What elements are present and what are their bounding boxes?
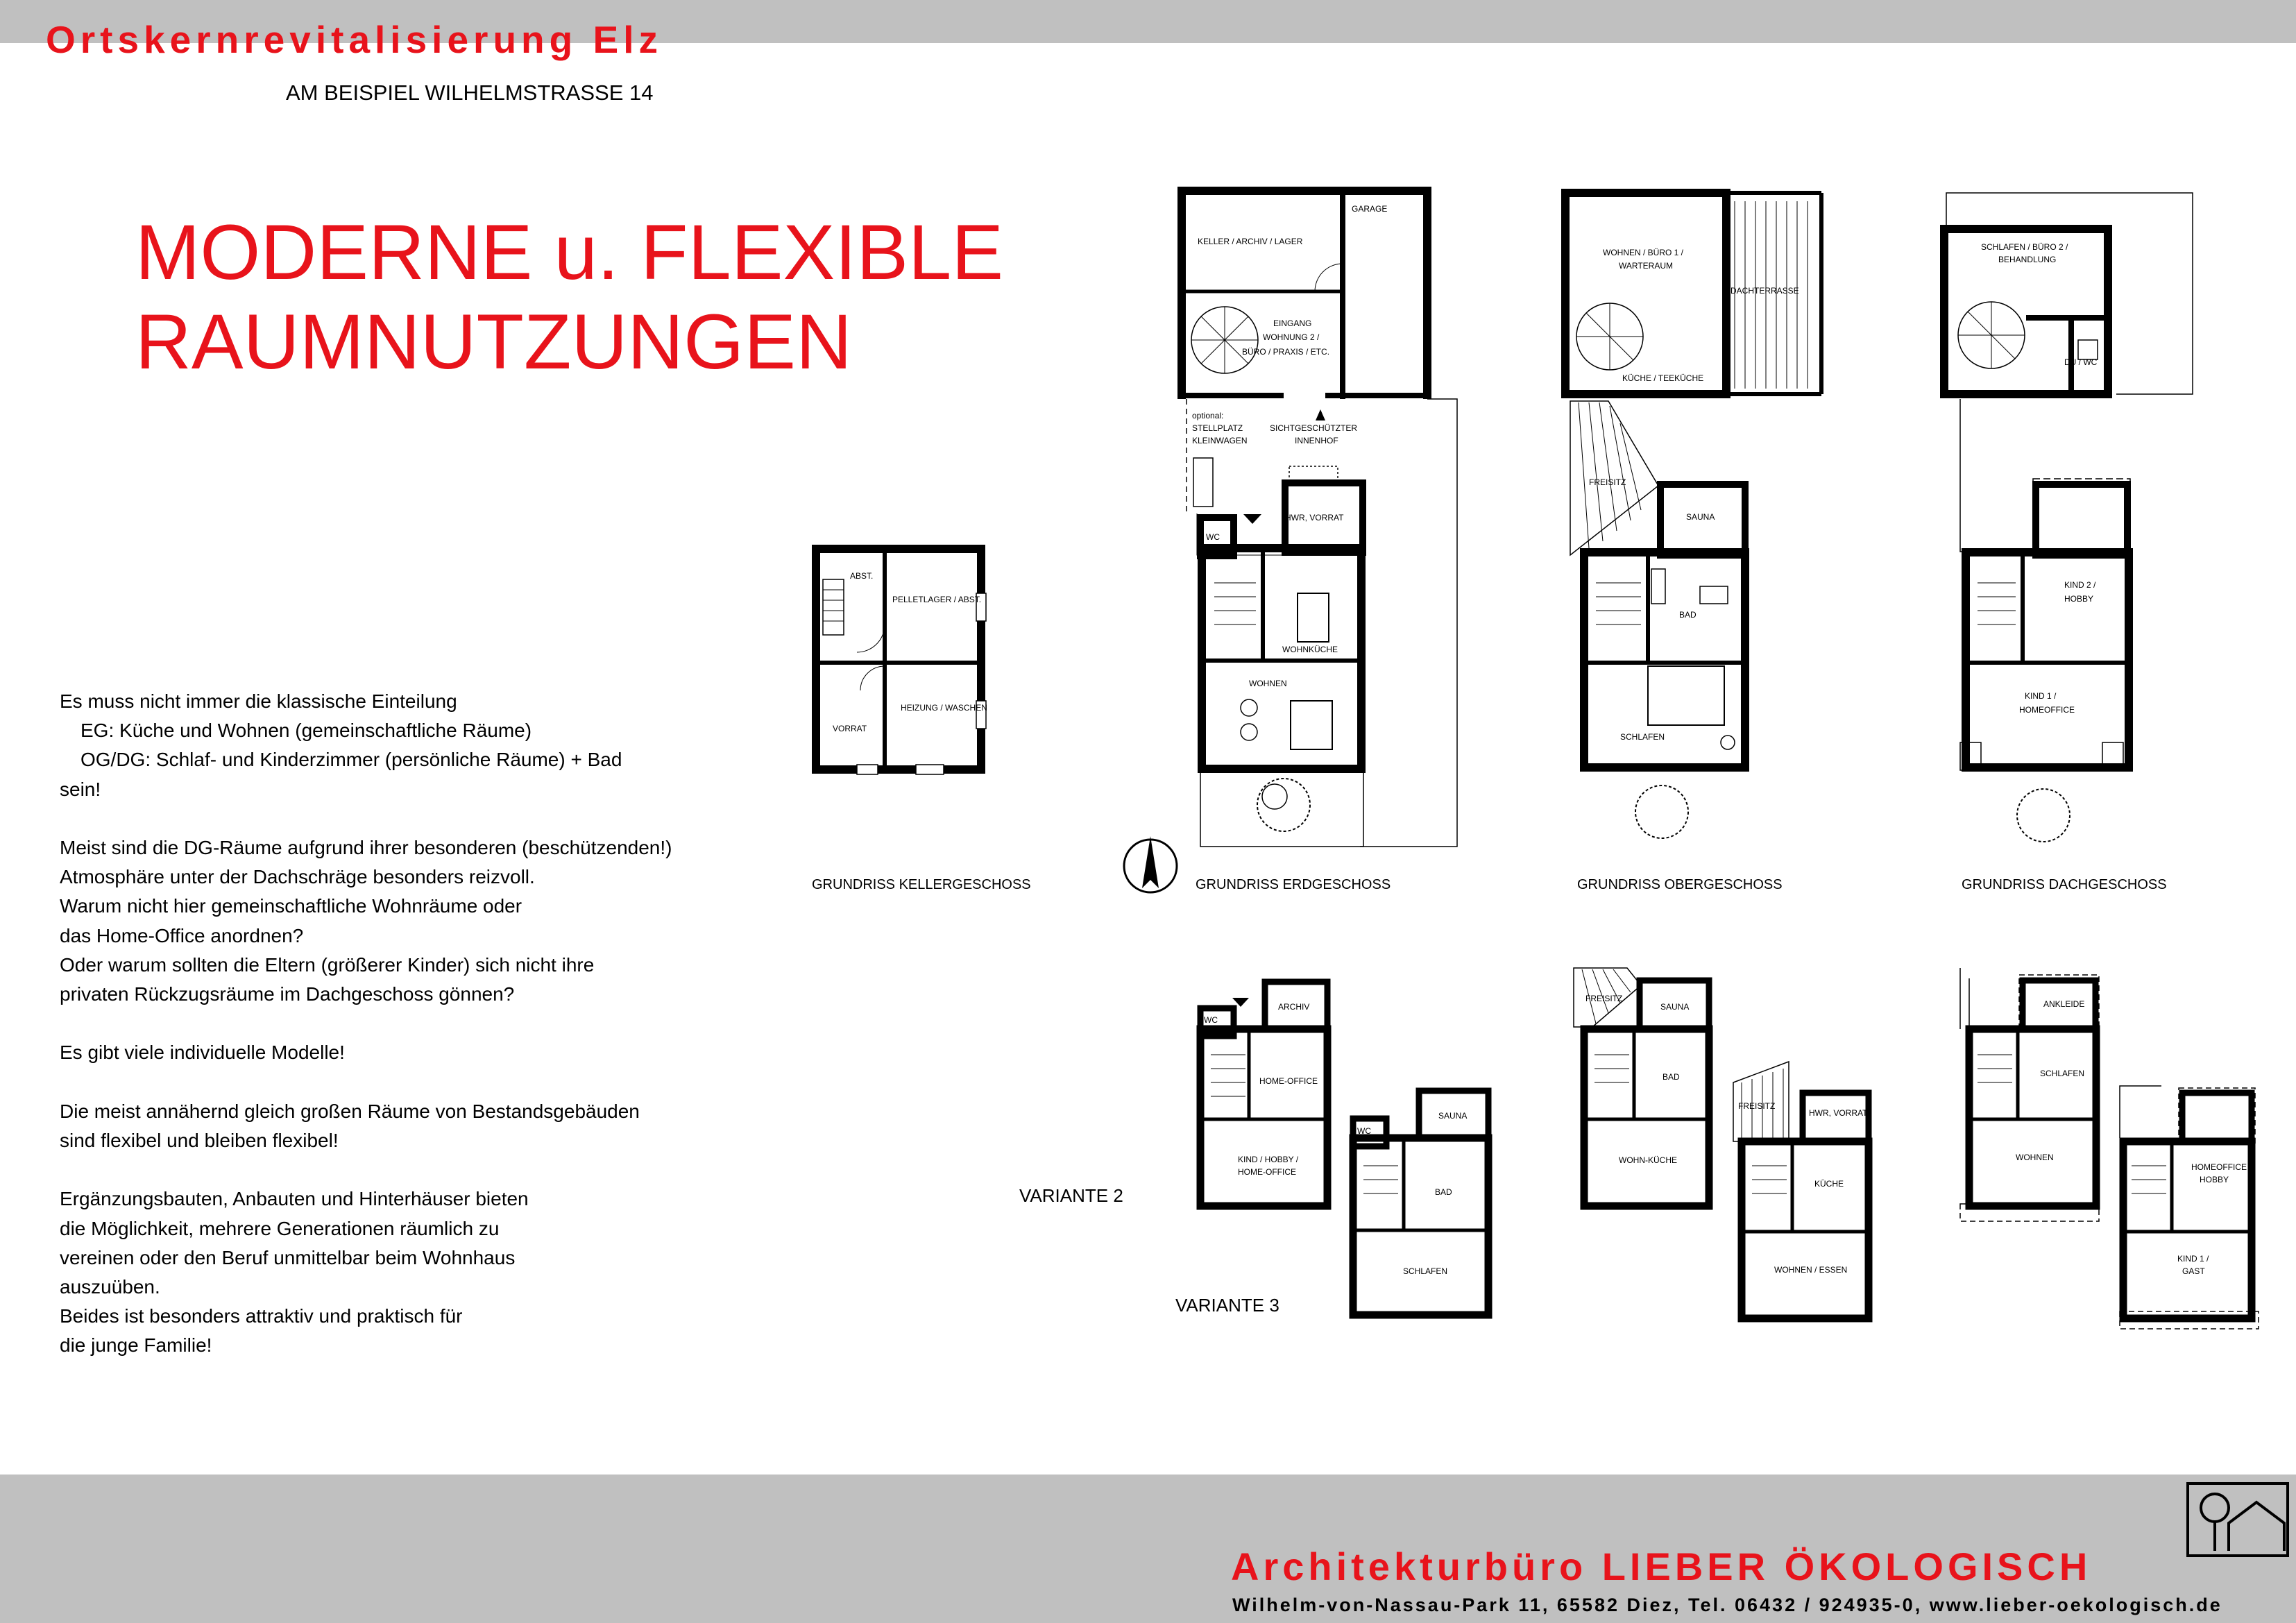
label-erdgeschoss: GRUNDRISS ERDGESCHOSS xyxy=(1196,877,1391,892)
body-line: Die meist annähernd gleich großen Räume von Bestandsgebäuden xyxy=(60,1100,640,1122)
plan-dachgeschoss xyxy=(1944,193,2193,842)
body-line: Ergänzungsbauten, Anbauten und Hinterhäuser bieten xyxy=(60,1188,529,1210)
room-label: ABST. xyxy=(850,571,874,581)
room-label: ARCHIV xyxy=(1278,1002,1310,1012)
plan-keller xyxy=(816,549,986,774)
room-label: WOHN-KÜCHE xyxy=(1619,1155,1677,1165)
headline-line-2: RAUMNUTZUNGEN xyxy=(135,298,852,385)
room-label: SCHLAFEN xyxy=(1403,1266,1448,1276)
label-dachgeschoss: GRUNDRISS DACHGESCHOSS xyxy=(1962,877,2167,892)
room-label: HOMEOFFICE xyxy=(2019,705,2075,715)
office-address: Wilhelm-von-Nassau-Park 11, 65582 Diez, Tel. 06432 / 924935-0, www.lieber-oekologisch.de xyxy=(1232,1595,2222,1615)
room-label: WOHNKÜCHE xyxy=(1282,645,1338,654)
room-label: optional: xyxy=(1192,411,1224,420)
tree-icon xyxy=(2017,789,2070,842)
room-label: WOHNEN / ESSEN xyxy=(1774,1265,1848,1275)
plan-variante3-og xyxy=(1733,1062,1869,1318)
room-label: HOBBY xyxy=(2064,594,2094,604)
plan-variante3-dg xyxy=(2120,1086,2259,1329)
label-variante-3: VARIANTE 3 xyxy=(1175,1295,1279,1316)
plan-variante3-eg xyxy=(1353,1091,1488,1315)
room-label: WC xyxy=(1204,1015,1218,1025)
room-label: PELLETLAGER / ABST. xyxy=(892,595,982,604)
headline-line-1: MODERNE u. FLEXIBLE xyxy=(135,209,1004,296)
room-label: SAUNA xyxy=(1686,512,1715,522)
north-arrow-icon xyxy=(1124,836,1177,892)
room-label: HOMEOFFICE / xyxy=(2191,1162,2252,1172)
room-label: GAST xyxy=(2182,1266,2205,1276)
body-line: die junge Familie! xyxy=(60,1334,212,1357)
body-line: sind flexibel und bleiben flexibel! xyxy=(60,1130,339,1151)
body-line: Atmosphäre unter der Dachschräge besonders reizvoll. xyxy=(60,866,535,888)
room-label: BAD xyxy=(1435,1187,1452,1197)
room-label: DU / WC xyxy=(2064,357,2098,367)
room-label: DACHTERRASSE xyxy=(1730,286,1799,296)
room-label: KÜCHE / TEEKÜCHE xyxy=(1622,373,1704,383)
body-line: EG: Küche und Wohnen (gemeinschaftliche Räume) xyxy=(80,720,532,742)
body-line: privaten Rückzugsräume im Dachgeschoss gönnen? xyxy=(60,983,515,1005)
body-line: Beides ist besonders attraktiv und praktisch für xyxy=(60,1305,463,1327)
room-label: BAD xyxy=(1679,610,1697,620)
room-label: WC xyxy=(1357,1126,1371,1136)
tree-icon xyxy=(1635,785,1688,838)
room-label: KELLER / ARCHIV / LAGER xyxy=(1198,237,1303,246)
room-label: HOME-OFFICE xyxy=(1259,1076,1318,1086)
room-label: STELLPLATZ xyxy=(1192,423,1243,433)
room-label: INNENHOF xyxy=(1295,436,1338,445)
room-label: SICHTGESCHÜTZTER xyxy=(1270,423,1357,433)
body-line: Meist sind die DG-Räume aufgrund ihrer besonderen (beschützenden!) xyxy=(60,837,672,858)
room-labels xyxy=(833,204,2252,1276)
room-label: HWR, VORRAT xyxy=(1809,1108,1868,1118)
office-name: Architekturbüro LIEBER ÖKOLOGISCH xyxy=(1231,1545,2092,1588)
label-variante-2: VARIANTE 2 xyxy=(1019,1185,1123,1206)
body-line: vereinen oder den Beruf unmittelbar beim Wohnhaus xyxy=(60,1246,516,1268)
label-kellergeschoss: GRUNDRISS KELLERGESCHOSS xyxy=(812,877,1031,892)
room-label: KÜCHE xyxy=(1814,1179,1844,1189)
room-label: VORRAT xyxy=(833,724,867,733)
body-line: das Home-Office anordnen? xyxy=(60,924,304,946)
room-label: BÜRO / PRAXIS / ETC. xyxy=(1242,347,1330,357)
label-obergeschoss: GRUNDRISS OBERGESCHOSS xyxy=(1577,877,1783,892)
room-label: KIND 1 / xyxy=(2177,1254,2209,1264)
room-label: HWR, VORRAT xyxy=(1285,513,1344,522)
room-label: EINGANG xyxy=(1273,318,1312,328)
room-label: FREISITZ xyxy=(1589,477,1626,487)
body-line: OG/DG: Schlaf- und Kinderzimmer (persönliche Räume) + Bad xyxy=(80,749,622,771)
room-label: SAUNA xyxy=(1660,1002,1690,1012)
body-line: sein! xyxy=(60,778,101,800)
room-label: WOHNEN / BÜRO 1 / xyxy=(1603,248,1684,257)
room-label: SAUNA xyxy=(1438,1111,1468,1121)
project-title: Ortskernrevitalisierung Elz xyxy=(46,18,663,61)
room-label: ANKLEIDE xyxy=(2043,999,2085,1009)
body-line: Warum nicht hier gemeinschaftliche Wohnräume oder xyxy=(60,895,522,917)
room-label: HEIZUNG / WASCHEN xyxy=(901,703,987,713)
room-label: SCHLAFEN xyxy=(2040,1069,2085,1078)
room-label: SCHLAFEN / BÜRO 2 / xyxy=(1981,242,2068,252)
room-label: GARAGE xyxy=(1352,204,1388,214)
project-subtitle: AM BEISPIEL WILHELMSTRASSE 14 xyxy=(286,80,654,105)
office-logo-icon xyxy=(2186,1481,2290,1558)
room-label: WOHNEN xyxy=(2016,1153,2054,1162)
body-line: Es muss nicht immer die klassische Einteilung xyxy=(60,690,457,712)
room-label: WOHNUNG 2 / xyxy=(1263,332,1320,342)
room-label: SCHLAFEN xyxy=(1620,732,1665,742)
room-label: KIND 1 / xyxy=(2025,691,2057,701)
room-label: WARTERAUM xyxy=(1619,261,1673,271)
body-line: Oder warum sollten die Eltern (größerer Kinder) sich nicht ihre xyxy=(60,953,595,976)
room-label: KLEINWAGEN xyxy=(1192,436,1248,445)
room-label: HOME-OFFICE xyxy=(1238,1167,1296,1177)
room-label: BAD xyxy=(1663,1072,1680,1082)
body-line: auszuüben. xyxy=(60,1276,160,1298)
room-label: KIND / HOBBY / xyxy=(1238,1155,1299,1164)
room-label: WOHNEN xyxy=(1249,679,1287,688)
body-line: die Möglichkeit, mehrere Generationen räumlich zu xyxy=(60,1217,500,1239)
room-label: HOBBY xyxy=(2200,1175,2229,1184)
room-label: WC xyxy=(1206,532,1220,542)
room-label: FREISITZ xyxy=(1738,1101,1776,1111)
body-line: Es gibt viele individuelle Modelle! xyxy=(60,1042,345,1064)
room-label: BEHANDLUNG xyxy=(1998,255,2057,264)
room-label: KIND 2 / xyxy=(2064,580,2096,590)
room-label: FREISITZ xyxy=(1585,994,1623,1003)
